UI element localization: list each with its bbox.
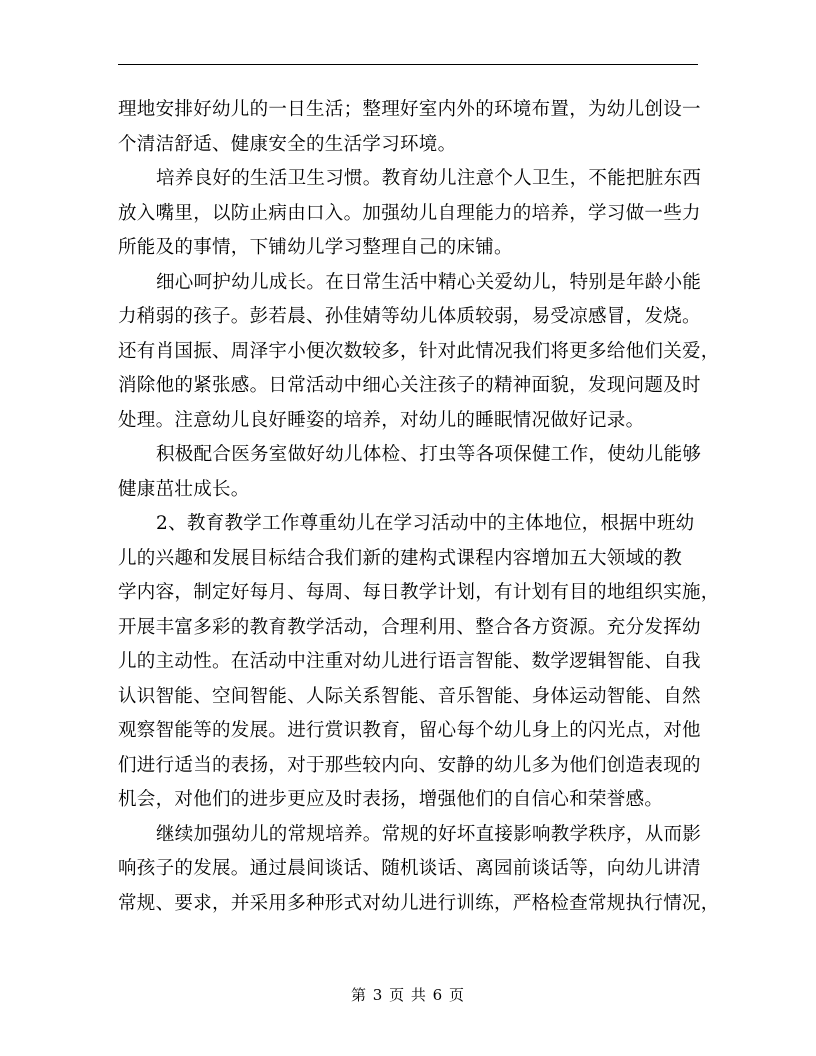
page-number-footer: 第 3 页 共 6 页 (351, 986, 465, 1004)
text-line: 健康茁壮成长。 (118, 478, 250, 500)
text-line: 力稍弱的孩子。彭若晨、孙佳婧等幼儿体质较弱，易受凉感冒，发烧。 (118, 306, 701, 327)
text-line: 放入嘴里，以防止病由口入。加强幼儿自理能力的培养，学习做一些力 (118, 202, 701, 224)
header-rule (118, 64, 698, 65)
text-line: 理地安排好幼儿的一日生活；整理好室内外的环境布置，为幼儿创设一 (118, 99, 701, 120)
text-line: 所能及的事情，下铺幼儿学习整理自己的床铺。 (118, 237, 513, 258)
text-line: 2、教育教学工作尊重幼儿在学习活动中的主体地位，根据中班幼 (156, 513, 695, 534)
text-line: 培养良好的生活卫生习惯。教育幼儿注意个人卫生，不能把脏东西 (156, 168, 702, 189)
text-line: 学内容，制定好每月、每周、每日教学计划，有计划有目的地组织实施， (118, 582, 720, 603)
text-line: 响孩子的发展。通过晨间谈话、随机谈话、离园前谈话等，向幼儿讲清 (118, 858, 701, 879)
text-line: 消除他的紧张感。日常活动中细心关注孩子的精神面貌，发现问题及时 (118, 375, 701, 396)
document-body (118, 93, 720, 921)
text-line: 儿的兴趣和发展目标结合我们新的建构式课程内容增加五大领域的教 (118, 547, 683, 569)
text-line: 处理。注意幼儿良好睡姿的培养，对幼儿的睡眠情况做好记录。 (118, 409, 645, 431)
text-line: 认识智能、空间智能、人际关系智能、音乐智能、身体运动智能、自然 (118, 685, 701, 707)
text-line: 积极配合医务室做好幼儿体检、打虫等各项保健工作，使幼儿能够 (156, 444, 702, 465)
text-line: 还有肖国振、周泽宇小便次数较多，针对此情况我们将更多给他们关爱， (118, 340, 720, 362)
text-line: 儿的主动性。在活动中注重对幼儿进行语言智能、数学逻辑智能、自我 (118, 651, 701, 672)
text-line: 继续加强幼儿的常规培养。常规的好坏直接影响教学秩序，从而影 (156, 823, 702, 845)
text-line: 细心呵护幼儿成长。在日常生活中精心关爱幼儿，特别是年龄小能 (156, 271, 702, 293)
text-line: 们进行适当的表扬，对于那些较内向、安静的幼儿多为他们创造表现的 (118, 754, 701, 776)
text-line: 常规、要求，并采用多种形式对幼儿进行训练，严格检查常规执行情况， (118, 892, 720, 914)
text-line: 开展丰富多彩的教育教学活动，合理利用、整合各方资源。充分发挥幼 (118, 616, 701, 638)
text-line: 个清洁舒适、健康安全的生活学习环境。 (118, 133, 457, 155)
text-line: 观察智能等的发展。进行赏识教育，留心每个幼儿身上的闪光点，对他 (118, 720, 701, 741)
text-line: 机会，对他们的进步更应及时表扬，增强他们的自信心和荣誉感。 (118, 789, 664, 810)
